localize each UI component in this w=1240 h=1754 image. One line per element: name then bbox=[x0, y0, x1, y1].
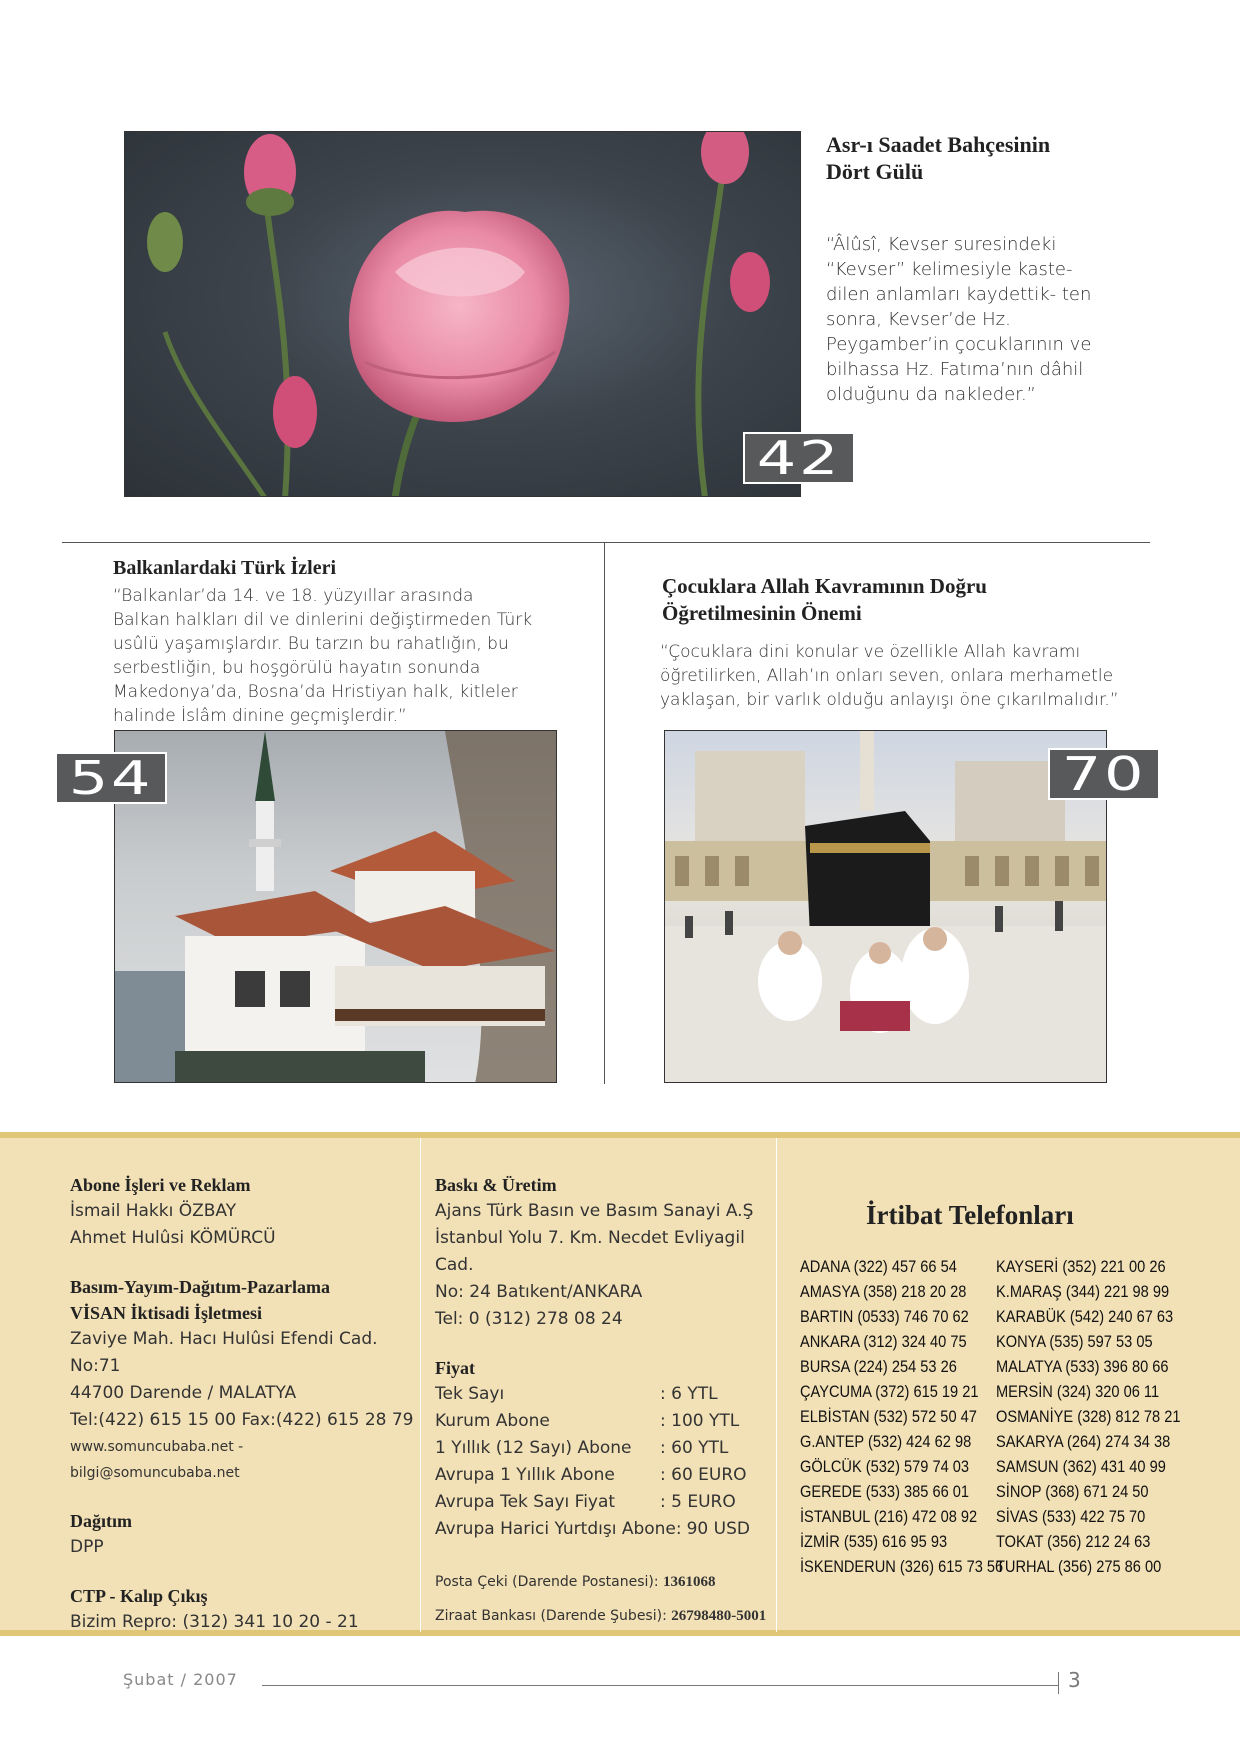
price-value: : 5 EURO bbox=[660, 1492, 736, 1512]
page-number-70: 70 bbox=[1061, 747, 1147, 801]
phone-item: OSMANİYE (328) 812 78 21 bbox=[996, 1407, 1181, 1426]
posta-ceki bbox=[435, 1565, 775, 1599]
phone-item: BARTIN (0533) 746 70 62 bbox=[800, 1307, 969, 1326]
phone-item: K.MARAŞ (344) 221 98 99 bbox=[996, 1282, 1170, 1301]
phone-item: TURHAL (356) 275 86 00 bbox=[996, 1557, 1162, 1576]
baski-line-3: No: 24 Batıkent/ANKARA bbox=[435, 1282, 643, 1302]
page-number-badge-54 bbox=[55, 752, 167, 804]
basim-tel: Tel:(422) 615 15 00 Fax:(422) 615 28 79 bbox=[70, 1410, 414, 1430]
phone-item: G.ANTEP (532) 424 62 98 bbox=[800, 1432, 972, 1451]
phone-item: KONYA (535) 597 53 05 bbox=[996, 1332, 1153, 1351]
price-row bbox=[435, 1381, 775, 1408]
phone-item: SAMSUN (362) 431 40 99 bbox=[996, 1457, 1166, 1476]
price-row bbox=[435, 1435, 775, 1462]
ziraat-value: 26798480-5001 bbox=[671, 1608, 767, 1624]
info-column-subscriptions bbox=[70, 1172, 415, 1636]
rose-illustration bbox=[125, 132, 801, 497]
phone-item: GÖLCÜK (532) 579 74 03 bbox=[800, 1457, 970, 1476]
phone-item: SAKARYA (264) 274 34 38 bbox=[996, 1432, 1171, 1451]
posta-label: Posta Çeki (Darende Postanesi): bbox=[435, 1574, 659, 1590]
page-number-54: 54 bbox=[68, 751, 154, 805]
dagitim-heading: Dağıtım bbox=[70, 1511, 132, 1531]
info-column-print bbox=[435, 1172, 775, 1633]
price-value: : 100 YTL bbox=[660, 1411, 740, 1431]
ziraat-bankasi bbox=[435, 1599, 775, 1633]
page-number-42: 42 bbox=[756, 431, 842, 485]
feature-right-title: Çocuklara Allah Kavramının Doğru Öğretilmesinin Önemi bbox=[662, 574, 987, 625]
phones-left-column bbox=[800, 1254, 1003, 1579]
price-label: Avrupa Tek Sayı Fiyat bbox=[435, 1492, 616, 1512]
price-row bbox=[435, 1408, 775, 1435]
dagitim-value: DPP bbox=[70, 1537, 104, 1557]
price-row bbox=[435, 1516, 775, 1543]
feature-right-quote: “Çocuklara dini konular ve özellikle Allah kavramı öğretilirken, Allah’ın onları seven, onlara merhametle yaklaşan, bir varlık olduğu anlayışı öne çıkarılmalıdır.” bbox=[660, 642, 1119, 710]
price-value: : 60 YTL bbox=[660, 1438, 729, 1458]
price-value: : 60 EURO bbox=[660, 1465, 747, 1485]
phones-title: İrtibat Telefonları bbox=[866, 1200, 1074, 1230]
phone-item: İZMİR (535) 616 95 93 bbox=[800, 1532, 948, 1551]
price-row bbox=[435, 1489, 775, 1516]
fiyat-heading: Fiyat bbox=[435, 1358, 475, 1378]
price-row bbox=[435, 1462, 775, 1489]
phone-item: ÇAYCUMA (372) 615 19 21 bbox=[800, 1382, 979, 1401]
phone-item: İSKENDERUN (326) 615 73 56 bbox=[800, 1557, 1004, 1576]
phone-item: ELBİSTAN (532) 572 50 47 bbox=[800, 1407, 977, 1426]
abone-name-1: İsmail Hakkı ÖZBAY bbox=[70, 1201, 237, 1221]
ctp-heading: CTP - Kalıp Çıkış bbox=[70, 1586, 208, 1606]
feature-top-quote: “Âlûsî, Kevser suresindeki “Kevser” kelimesiyle kaste- dilen anlamları kaydettik- ten sonra, Kevser’de Hz. Peygamber’in çocuklarının ve bilhassa Hz. Fatıma’nın dâhil olduğunu da nakleder.” bbox=[826, 234, 1092, 405]
footer-page-number: 3 bbox=[1068, 1668, 1081, 1692]
abone-name-2: Ahmet Hulûsi KÖMÜRCÜ bbox=[70, 1228, 276, 1248]
page-number-badge-42 bbox=[743, 432, 855, 484]
price-label: Avrupa 1 Yıllık Abone bbox=[435, 1465, 615, 1485]
column-divider bbox=[604, 543, 605, 1084]
basim-heading: Basım-Yayım-Dağıtım-Pazarlama bbox=[70, 1277, 330, 1297]
feature-left-quote: “Balkanlar’da 14. ve 18. yüzyıllar arasında Balkan halkları dil ve dinlerini değiştirmeden Türk usûlü yaşamışlardır. Bu tarzın bu rahatlığın, bu serbestliğin, bu hoşgörülü hayatın sonunda Makedonya’da, Bosna’da Hristiyan halk, kitleler halinde İslâm dinine geçmişlerdir.” bbox=[113, 586, 533, 726]
price-value: : 6 YTL bbox=[660, 1384, 718, 1404]
phone-item: BURSA (224) 254 53 26 bbox=[800, 1357, 957, 1376]
phone-item: SİNOP (368) 671 24 50 bbox=[996, 1482, 1149, 1501]
info-column-divider-2 bbox=[776, 1138, 777, 1632]
phone-item: TOKAT (356) 212 24 63 bbox=[996, 1532, 1151, 1551]
price-label: Kurum Abone bbox=[435, 1411, 550, 1431]
basim-address-2: 44700 Darende / MALATYA bbox=[70, 1383, 297, 1403]
feature-left-title: Balkanlardaki Türk İzleri bbox=[113, 557, 337, 579]
baski-line-2: İstanbul Yolu 7. Km. Necdet Evliyagil Cad. bbox=[435, 1228, 745, 1275]
visan-heading: VİSAN İktisadi İşletmesi bbox=[70, 1303, 263, 1323]
baski-heading: Baskı & Üretim bbox=[435, 1175, 557, 1195]
phone-item: GEREDE (533) 385 66 01 bbox=[800, 1482, 970, 1501]
section-divider bbox=[62, 542, 1150, 543]
phone-item: MERSİN (324) 320 06 11 bbox=[996, 1382, 1160, 1401]
posta-value: 1361068 bbox=[663, 1574, 716, 1590]
footer-date: Şubat / 2007 bbox=[123, 1670, 238, 1689]
phone-item: ANKARA (312) 324 40 75 bbox=[800, 1332, 967, 1351]
footer-tick bbox=[1058, 1672, 1059, 1694]
abone-heading: Abone İşleri ve Reklam bbox=[70, 1175, 251, 1195]
basim-address-1: Zaviye Mah. Hacı Hulûsi Efendi Cad. No:71 bbox=[70, 1329, 378, 1376]
phone-item: ADANA (322) 457 66 54 bbox=[800, 1257, 957, 1276]
price-label: 1 Yıllık (12 Sayı) Abone bbox=[435, 1438, 632, 1458]
info-column-divider-1 bbox=[420, 1138, 421, 1632]
phone-item: KAYSERİ (352) 221 00 26 bbox=[996, 1257, 1166, 1276]
page-number-badge-70 bbox=[1048, 748, 1160, 800]
ziraat-label: Ziraat Bankası (Darende Şubesi): bbox=[435, 1608, 667, 1624]
baski-line-1: Ajans Türk Basın ve Basım Sanayi A.Ş bbox=[435, 1201, 754, 1221]
baski-line-4: Tel: 0 (312) 278 08 24 bbox=[435, 1309, 623, 1329]
phones-right-column bbox=[996, 1254, 1180, 1579]
ctp-value: Bizim Repro: (312) 341 10 20 - 21 bbox=[70, 1612, 359, 1632]
rose-photo bbox=[124, 131, 801, 497]
footer-rule bbox=[262, 1685, 1058, 1686]
phone-item: SİVAS (533) 422 75 70 bbox=[996, 1507, 1146, 1526]
price-label: Tek Sayı bbox=[435, 1384, 505, 1404]
phone-item: AMASYA (358) 218 20 28 bbox=[800, 1282, 967, 1301]
phone-item: KARABÜK (542) 240 67 63 bbox=[996, 1307, 1174, 1326]
basim-web: www.somuncubaba.net - bilgi@somuncubaba.net bbox=[70, 1439, 244, 1481]
phone-item: İSTANBUL (216) 472 08 92 bbox=[800, 1507, 978, 1526]
price-label: Avrupa Harici Yurtdışı Abone: bbox=[435, 1519, 682, 1539]
price-value: 90 USD bbox=[686, 1519, 750, 1539]
feature-top-title: Asr-ı Saadet Bahçesinin Dört Gülü bbox=[826, 132, 1051, 184]
phone-item: MALATYA (533) 396 80 66 bbox=[996, 1357, 1169, 1376]
